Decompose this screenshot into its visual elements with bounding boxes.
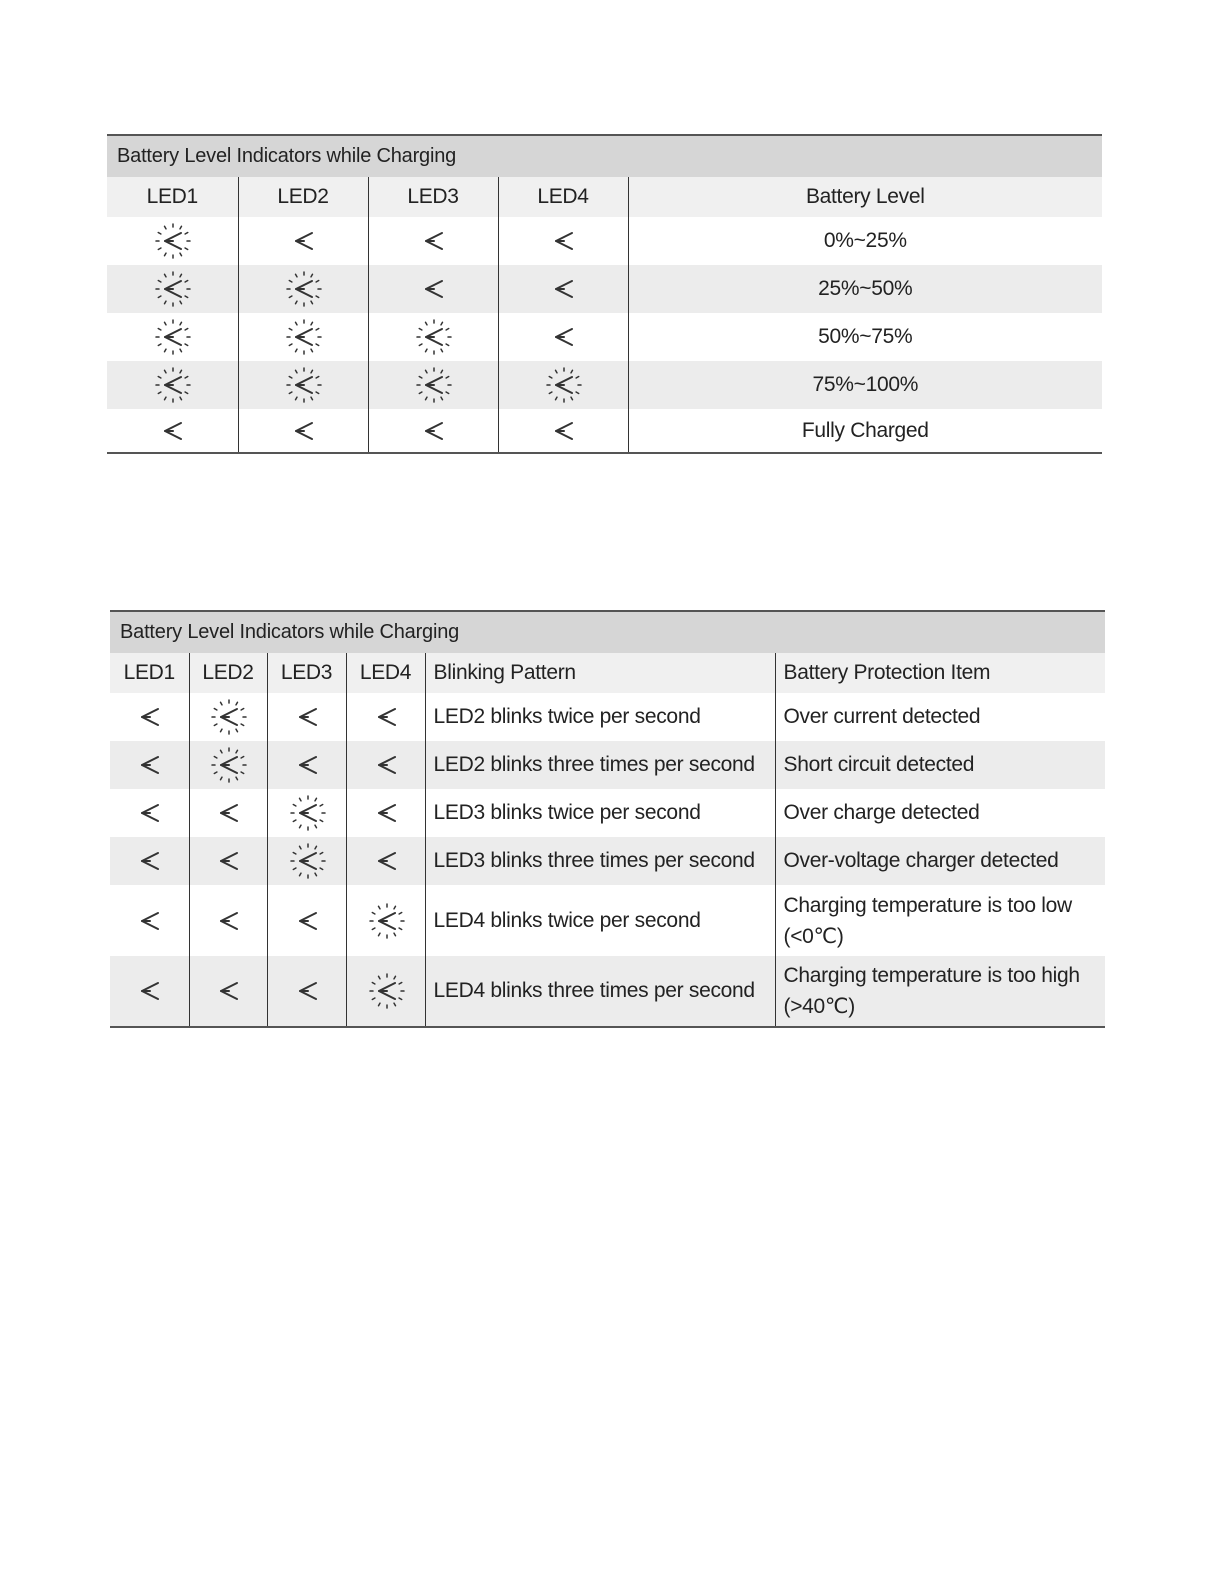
table-header-row xyxy=(110,653,1105,693)
led4-cell xyxy=(346,741,425,789)
led-solid-icon xyxy=(543,411,583,451)
led-solid-icon xyxy=(366,745,406,785)
led-solid-icon xyxy=(366,697,406,737)
led-solid-icon xyxy=(366,793,406,833)
column-header-led2: LED2 xyxy=(238,177,368,217)
table-row xyxy=(107,265,1102,313)
led-solid-icon xyxy=(152,411,192,451)
blinking-pattern-text: LED2 blinks three times per second xyxy=(425,741,775,789)
led-solid-icon xyxy=(129,901,169,941)
led-blinking-icon xyxy=(366,901,406,941)
led4-cell xyxy=(346,956,425,1027)
battery-protection-table xyxy=(110,610,1105,1028)
column-header-led4: LED4 xyxy=(346,653,425,693)
led2-cell xyxy=(189,885,267,956)
protection-item-line: Charging temperature is too low xyxy=(783,893,1072,917)
led4-cell xyxy=(346,837,425,885)
led3-cell xyxy=(267,885,346,956)
led-solid-icon xyxy=(287,745,327,785)
led-blinking-icon xyxy=(283,269,323,309)
led2-cell xyxy=(238,265,368,313)
column-header-battery-level: Battery Level xyxy=(628,177,1102,217)
led4-cell xyxy=(498,217,628,265)
led1-cell xyxy=(107,265,238,313)
led-solid-icon xyxy=(287,971,327,1011)
led3-cell xyxy=(368,409,498,453)
led4-cell xyxy=(498,265,628,313)
led-solid-icon xyxy=(287,697,327,737)
table-row xyxy=(107,217,1102,265)
battery-level-value: 50%~75% xyxy=(628,313,1102,361)
protection-item-text: Over charge detected xyxy=(775,789,1105,837)
table-title-row xyxy=(110,611,1105,653)
table-row xyxy=(110,837,1105,885)
led1-cell xyxy=(110,837,189,885)
led4-cell xyxy=(346,789,425,837)
led2-cell xyxy=(238,409,368,453)
led-solid-icon xyxy=(287,901,327,941)
column-header-led1: LED1 xyxy=(110,653,189,693)
led-blinking-icon xyxy=(543,365,583,405)
led2-cell xyxy=(238,361,368,409)
led-blinking-icon xyxy=(366,971,406,1011)
led-solid-icon xyxy=(413,221,453,261)
led-blinking-icon xyxy=(208,745,248,785)
led1-cell xyxy=(110,789,189,837)
led1-cell xyxy=(107,361,238,409)
led2-cell xyxy=(189,837,267,885)
led4-cell xyxy=(498,361,628,409)
led-solid-icon xyxy=(208,793,248,833)
table-row xyxy=(110,789,1105,837)
blinking-pattern-text: LED2 blinks twice per second xyxy=(425,693,775,741)
led-blinking-icon xyxy=(152,221,192,261)
table-row xyxy=(110,693,1105,741)
led-solid-icon xyxy=(543,317,583,357)
led2-cell xyxy=(189,956,267,1027)
column-header-protection-item: Battery Protection Item xyxy=(775,653,1105,693)
battery-level-value: Fully Charged xyxy=(628,409,1102,453)
table-row xyxy=(107,313,1102,361)
led-solid-icon xyxy=(543,221,583,261)
led1-cell xyxy=(110,956,189,1027)
led3-cell xyxy=(267,693,346,741)
table-title: Battery Level Indicators while Charging xyxy=(107,135,1102,177)
battery-level-value: 0%~25% xyxy=(628,217,1102,265)
led1-cell xyxy=(110,693,189,741)
led4-cell xyxy=(498,313,628,361)
table-row xyxy=(107,361,1102,409)
led-solid-icon xyxy=(129,697,169,737)
protection-item-text xyxy=(775,956,1105,1027)
led3-cell xyxy=(267,956,346,1027)
led4-cell xyxy=(498,409,628,453)
battery-level-value: 25%~50% xyxy=(628,265,1102,313)
led1-cell xyxy=(107,409,238,453)
led-solid-icon xyxy=(283,221,323,261)
led-blinking-icon xyxy=(283,317,323,357)
table-title-row xyxy=(107,135,1102,177)
led-solid-icon xyxy=(208,901,248,941)
led-blinking-icon xyxy=(413,365,453,405)
led1-cell xyxy=(110,741,189,789)
led3-cell xyxy=(368,313,498,361)
led2-cell xyxy=(238,313,368,361)
blinking-pattern-text: LED4 blinks three times per second xyxy=(425,956,775,1027)
led-blinking-icon xyxy=(287,841,327,881)
led-solid-icon xyxy=(366,841,406,881)
column-header-led3: LED3 xyxy=(368,177,498,217)
led1-cell xyxy=(107,313,238,361)
protection-item-line: Charging temperature is too high xyxy=(783,964,1080,987)
led4-cell xyxy=(346,885,425,956)
column-header-led4: LED4 xyxy=(498,177,628,217)
led-blinking-icon xyxy=(287,793,327,833)
blinking-pattern-text: LED4 blinks twice per second xyxy=(425,885,775,956)
column-header-blinking-pattern: Blinking Pattern xyxy=(425,653,775,693)
led2-cell xyxy=(238,217,368,265)
led-solid-icon xyxy=(129,841,169,881)
led3-cell xyxy=(368,265,498,313)
led1-cell xyxy=(107,217,238,265)
table-title: Battery Level Indicators while Charging xyxy=(110,611,1105,653)
led-solid-icon xyxy=(543,269,583,309)
led-blinking-icon xyxy=(152,365,192,405)
column-header-led2: LED2 xyxy=(189,653,267,693)
led-solid-icon xyxy=(283,411,323,451)
led3-cell xyxy=(267,741,346,789)
protection-item-text xyxy=(775,885,1105,956)
protection-item-text: Short circuit detected xyxy=(775,741,1105,789)
led3-cell xyxy=(267,837,346,885)
protection-item-text: Over-voltage charger detected xyxy=(775,837,1105,885)
table-row xyxy=(110,741,1105,789)
led2-cell xyxy=(189,789,267,837)
led-solid-icon xyxy=(413,269,453,309)
led1-cell xyxy=(110,885,189,956)
led-blinking-icon xyxy=(283,365,323,405)
led3-cell xyxy=(368,361,498,409)
led2-cell xyxy=(189,693,267,741)
led2-cell xyxy=(189,741,267,789)
blinking-pattern-text: LED3 blinks twice per second xyxy=(425,789,775,837)
led-blinking-icon xyxy=(413,317,453,357)
table-row xyxy=(110,885,1105,956)
led4-cell xyxy=(346,693,425,741)
table-header-row xyxy=(107,177,1102,217)
table-row xyxy=(107,409,1102,453)
led3-cell xyxy=(267,789,346,837)
led-solid-icon xyxy=(413,411,453,451)
led-solid-icon xyxy=(129,793,169,833)
led-blinking-icon xyxy=(208,697,248,737)
led-blinking-icon xyxy=(152,269,192,309)
led-solid-icon xyxy=(129,745,169,785)
protection-item-text: Over current detected xyxy=(775,693,1105,741)
protection-item-line: (>40℃) xyxy=(783,995,855,1018)
table-row xyxy=(110,956,1105,1027)
battery-level-table xyxy=(107,134,1102,454)
led-blinking-icon xyxy=(152,317,192,357)
column-header-led1: LED1 xyxy=(107,177,238,217)
led-solid-icon xyxy=(129,971,169,1011)
led3-cell xyxy=(368,217,498,265)
blinking-pattern-text: LED3 blinks three times per second xyxy=(425,837,775,885)
led-solid-icon xyxy=(208,971,248,1011)
protection-item-line: (<0℃) xyxy=(783,924,844,948)
led-solid-icon xyxy=(208,841,248,881)
battery-level-value: 75%~100% xyxy=(628,361,1102,409)
column-header-led3: LED3 xyxy=(267,653,346,693)
